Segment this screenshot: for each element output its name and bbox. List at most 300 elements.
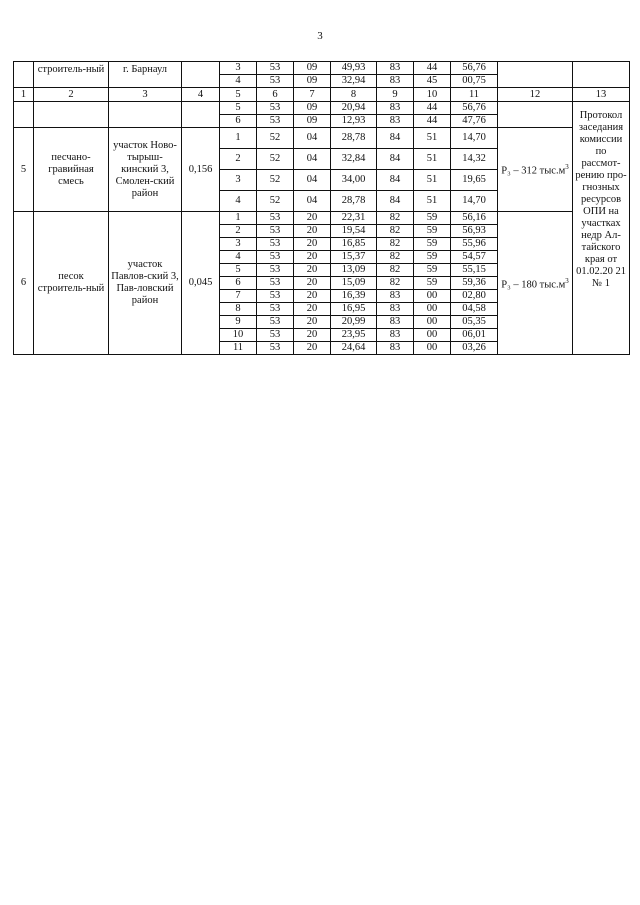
cell-text: 20 — [306, 264, 318, 275]
cell-text: 44 — [426, 62, 438, 73]
resources-value: Р₃ – 180 тыс.м — [501, 279, 566, 291]
coord-cell — [257, 115, 294, 128]
cell-text: строитель-ный — [37, 64, 105, 75]
coord-cell — [377, 115, 414, 128]
cell-text: песок строитель-ный — [37, 271, 105, 294]
cell-text: 23,95 — [341, 329, 366, 340]
resources-unit-exponent: 3 — [565, 276, 569, 285]
column-number-row — [14, 88, 630, 102]
cell-text: 9 — [235, 316, 241, 327]
cell-text: 5 — [235, 264, 241, 275]
column-number — [34, 88, 109, 102]
cell-text: 56,16 — [462, 212, 486, 223]
cell-text: 2 — [235, 225, 241, 236]
coord-cell — [331, 62, 377, 75]
coord-cell — [294, 191, 331, 212]
cell-text: 59 — [426, 212, 438, 223]
cell-text: 09 — [306, 75, 318, 86]
coord-cell — [377, 75, 414, 88]
coord-cell — [331, 170, 377, 191]
table-row — [14, 128, 630, 149]
cell-text: 51 — [426, 174, 438, 185]
cell-text: 52 — [269, 132, 281, 143]
coord-cell — [220, 212, 257, 225]
cell-text: 3 — [235, 238, 241, 249]
coord-cell — [451, 128, 498, 149]
coord-cell — [294, 329, 331, 342]
cell-text: 52 — [269, 195, 281, 206]
coord-cell — [414, 75, 451, 88]
coord-cell — [414, 102, 451, 115]
coord-cell — [377, 277, 414, 290]
cell-text: 8 — [350, 88, 357, 100]
cell-text: 06,01 — [462, 329, 486, 340]
cell-text: 7 — [309, 88, 315, 100]
coord-cell — [414, 128, 451, 149]
coord-cell — [377, 303, 414, 316]
area-cell — [182, 62, 220, 88]
coord-cell — [220, 149, 257, 170]
column-number — [573, 88, 630, 102]
coord-cell — [377, 264, 414, 277]
cell-text: участок Павлов-ский 3, Пав-ловский район — [111, 259, 179, 306]
cell-text: 09 — [306, 102, 318, 113]
coord-cell — [451, 290, 498, 303]
coord-cell — [451, 191, 498, 212]
coord-cell — [220, 264, 257, 277]
coord-cell — [257, 191, 294, 212]
cell-text: 14,32 — [462, 153, 486, 164]
coord-cell — [257, 128, 294, 149]
cell-text: 10 — [426, 88, 438, 100]
material-cell — [34, 212, 109, 355]
column-number — [294, 88, 331, 102]
coord-cell — [451, 102, 498, 115]
coord-cell — [220, 102, 257, 115]
coord-cell — [414, 316, 451, 329]
cell-text: 1 — [235, 132, 241, 143]
num-cell — [14, 62, 34, 88]
coord-cell — [414, 149, 451, 170]
coord-cell — [377, 290, 414, 303]
coord-cell — [294, 316, 331, 329]
coord-cell — [294, 75, 331, 88]
coord-cell — [377, 316, 414, 329]
coord-cell — [331, 115, 377, 128]
cell-text: 83 — [389, 115, 401, 126]
cell-text: 00 — [426, 290, 438, 301]
cell-text: 49,93 — [341, 62, 366, 73]
coord-cell — [451, 238, 498, 251]
cell-text: 04 — [306, 132, 318, 143]
cell-text: 45 — [426, 75, 438, 86]
note-cell — [573, 62, 630, 88]
coord-cell — [451, 212, 498, 225]
coord-cell — [294, 102, 331, 115]
coord-cell — [257, 238, 294, 251]
column-number — [498, 88, 573, 102]
coord-cell — [331, 225, 377, 238]
cell-text: 5 — [235, 88, 241, 100]
coord-cell — [377, 149, 414, 170]
cell-text: 6 — [235, 115, 241, 126]
cell-text: 54,57 — [462, 251, 486, 262]
column-number — [331, 88, 377, 102]
cell-text: 2 — [68, 88, 74, 100]
cell-text: 3 — [142, 88, 148, 100]
cell-text: 3 — [235, 174, 241, 185]
cell-text: 44 — [426, 115, 438, 126]
cell-text: 53 — [269, 212, 281, 223]
cell-text: 14,70 — [462, 195, 486, 206]
coord-cell — [377, 329, 414, 342]
cell-text: 22,31 — [341, 212, 366, 223]
coord-cell — [220, 75, 257, 88]
cell-text: 11 — [232, 342, 244, 353]
coord-cell — [331, 316, 377, 329]
cell-text: 84 — [389, 174, 401, 185]
coord-cell — [257, 303, 294, 316]
cell-text: 82 — [389, 251, 401, 262]
cell-text: 59 — [426, 225, 438, 236]
coord-cell — [294, 225, 331, 238]
cell-text: 15,37 — [341, 251, 366, 262]
cell-text: 56,76 — [462, 62, 486, 73]
coord-cell — [414, 191, 451, 212]
cell-text: 19,65 — [462, 174, 486, 185]
coord-cell — [220, 225, 257, 238]
cell-text: 00 — [426, 316, 438, 327]
column-number — [14, 88, 34, 102]
cell-text: 83 — [389, 62, 401, 73]
cell-text: 52 — [269, 174, 281, 185]
coord-cell — [294, 170, 331, 191]
column-number — [257, 88, 294, 102]
location-cell — [109, 62, 182, 88]
table-row — [14, 62, 630, 75]
column-number — [377, 88, 414, 102]
coord-cell — [377, 128, 414, 149]
cell-text: 7 — [235, 290, 241, 301]
coord-cell — [294, 238, 331, 251]
coord-cell — [257, 62, 294, 75]
cell-text: 32,84 — [341, 153, 366, 164]
resources-text — [498, 275, 572, 292]
cell-text: 52 — [269, 153, 281, 164]
cell-text: 83 — [389, 316, 401, 327]
coord-cell — [220, 238, 257, 251]
coord-cell — [294, 115, 331, 128]
resources-text — [498, 161, 572, 178]
cell-text: 20,94 — [341, 102, 366, 113]
column-number — [220, 88, 257, 102]
coord-cell — [451, 329, 498, 342]
column-number — [182, 88, 220, 102]
coord-cell — [257, 212, 294, 225]
cell-text: 82 — [389, 277, 401, 288]
cell-text: 53 — [269, 329, 281, 340]
entry-number — [14, 128, 34, 212]
cell-text: 82 — [389, 238, 401, 249]
cell-text: 53 — [269, 290, 281, 301]
location-cell — [109, 128, 182, 212]
cell-text: 20,99 — [341, 316, 366, 327]
resources-unit-exponent: 3 — [565, 163, 569, 172]
cell-text: 12,93 — [341, 115, 366, 126]
cell-text: 6 — [235, 277, 241, 288]
cell-text: 0,156 — [188, 163, 213, 175]
cell-text: 56,93 — [462, 225, 486, 236]
cell-text: 20 — [306, 303, 318, 314]
cell-text: 28,78 — [341, 132, 366, 143]
location-cell — [109, 102, 182, 128]
table-body — [14, 62, 630, 355]
cell-text: 5 — [235, 102, 241, 113]
coord-cell — [414, 170, 451, 191]
cell-text: 28,78 — [341, 195, 366, 206]
coord-cell — [414, 329, 451, 342]
cell-text: 53 — [269, 251, 281, 262]
cell-text: 59 — [426, 251, 438, 262]
coord-cell — [220, 128, 257, 149]
coord-cell — [331, 342, 377, 355]
column-number — [109, 88, 182, 102]
location-cell — [109, 212, 182, 355]
cell-text: 04 — [306, 153, 318, 164]
coord-cell — [294, 303, 331, 316]
coord-cell — [331, 212, 377, 225]
cell-text: 59 — [426, 238, 438, 249]
coord-cell — [331, 277, 377, 290]
coord-cell — [331, 290, 377, 303]
cell-text: 44 — [426, 102, 438, 113]
coord-cell — [377, 170, 414, 191]
coord-cell — [451, 264, 498, 277]
cell-text: 53 — [269, 264, 281, 275]
coord-cell — [451, 316, 498, 329]
cell-text: 55,96 — [462, 238, 486, 249]
cell-text: 53 — [269, 238, 281, 249]
cell-text: 83 — [389, 342, 401, 353]
coord-cell — [220, 62, 257, 75]
coord-cell — [414, 238, 451, 251]
coord-cell — [294, 212, 331, 225]
cell-text: 12 — [529, 88, 541, 100]
cell-text: песчано-гравийная смесь — [48, 151, 94, 187]
coord-cell — [331, 303, 377, 316]
cell-text: 4 — [197, 88, 204, 100]
cell-text: 83 — [389, 75, 401, 86]
coord-cell — [414, 303, 451, 316]
coord-cell — [331, 238, 377, 251]
cell-text: 59 — [426, 277, 438, 288]
protocol-note: Протокол заседания комиссии по рассмот-рению про-гнозных ресурсов ОПИ на участках недр Ал-тайского края от 01.02.20 21 № 1 — [575, 110, 627, 289]
coord-cell — [377, 238, 414, 251]
coord-cell — [294, 342, 331, 355]
coord-cell — [294, 149, 331, 170]
cell-text: 14,70 — [462, 132, 486, 143]
coord-cell — [331, 191, 377, 212]
cell-text: 20 — [306, 316, 318, 327]
resources-cell — [498, 62, 573, 88]
coord-cell — [414, 62, 451, 75]
cell-text: 53 — [269, 75, 281, 86]
cell-text: 53 — [269, 62, 281, 73]
cell-text: 1 — [235, 212, 241, 223]
coord-cell — [257, 251, 294, 264]
cell-text: 13 — [595, 88, 607, 100]
cell-text: 6 — [20, 277, 27, 288]
cell-text: 83 — [389, 303, 401, 314]
resources-cell — [498, 128, 573, 212]
coord-cell — [451, 342, 498, 355]
coord-cell — [257, 102, 294, 115]
coord-cell — [377, 251, 414, 264]
cell-text: 1 — [20, 88, 27, 100]
cell-text: 24,64 — [341, 342, 366, 353]
table-row — [14, 212, 630, 225]
resources-cell — [498, 102, 573, 128]
coord-cell — [257, 149, 294, 170]
cell-text: 20 — [306, 329, 318, 340]
coord-cell — [377, 62, 414, 75]
cell-text: 15,09 — [341, 277, 366, 288]
page-number: 3 — [317, 30, 323, 42]
coord-cell — [451, 115, 498, 128]
cell-text: 53 — [269, 277, 281, 288]
cell-text: 55,15 — [462, 264, 486, 275]
coord-cell — [294, 62, 331, 75]
coord-cell — [220, 342, 257, 355]
cell-text: 00 — [426, 303, 438, 314]
cell-text: 00,75 — [462, 75, 486, 86]
coord-cell — [377, 225, 414, 238]
cell-text: 02,80 — [462, 290, 486, 301]
cell-text: 51 — [426, 153, 438, 164]
cell-text: 53 — [269, 303, 281, 314]
coord-cell — [451, 62, 498, 75]
coord-cell — [451, 277, 498, 290]
cell-text: 11 — [468, 88, 480, 100]
resources-cell — [498, 212, 573, 355]
coord-cell — [414, 277, 451, 290]
coord-cell — [331, 251, 377, 264]
coord-cell — [331, 102, 377, 115]
cell-text: 20 — [306, 290, 318, 301]
cell-text: 3 — [235, 62, 241, 73]
coord-cell — [451, 251, 498, 264]
coord-cell — [377, 191, 414, 212]
cell-text: 84 — [389, 153, 401, 164]
cell-text: г. Барнаул — [122, 64, 168, 75]
cell-text: 04 — [306, 195, 318, 206]
cell-text: 0,045 — [188, 277, 213, 288]
cell-text: 09 — [306, 62, 318, 73]
coord-cell — [257, 329, 294, 342]
coord-cell — [377, 342, 414, 355]
coord-cell — [220, 329, 257, 342]
coord-cell — [294, 290, 331, 303]
cell-text: 5 — [20, 163, 27, 175]
cell-text: 20 — [306, 225, 318, 236]
coord-cell — [257, 264, 294, 277]
coord-cell — [257, 170, 294, 191]
coord-cell — [294, 264, 331, 277]
coord-cell — [257, 75, 294, 88]
cell-text: 20 — [306, 277, 318, 288]
column-number — [414, 88, 451, 102]
coord-cell — [414, 342, 451, 355]
coord-cell — [257, 277, 294, 290]
coord-cell — [220, 316, 257, 329]
coord-cell — [451, 303, 498, 316]
material-cell — [34, 128, 109, 212]
cell-text: 82 — [389, 264, 401, 275]
coord-cell — [257, 342, 294, 355]
cell-text: 00 — [426, 342, 438, 353]
coord-cell — [220, 251, 257, 264]
cell-text: 4 — [235, 75, 241, 86]
coord-cell — [257, 316, 294, 329]
material-cell — [34, 62, 109, 88]
cell-text: 84 — [389, 132, 401, 143]
coord-cell — [331, 264, 377, 277]
cell-text: 56,76 — [462, 102, 486, 113]
table-row — [14, 102, 630, 115]
cell-text: 4 — [235, 195, 241, 206]
area-cell — [182, 128, 220, 212]
coord-cell — [294, 251, 331, 264]
cell-text: 47,76 — [462, 115, 486, 126]
cell-text: 8 — [235, 303, 241, 314]
coord-cell — [331, 149, 377, 170]
area-cell — [182, 212, 220, 355]
coord-cell — [331, 75, 377, 88]
cell-text: 83 — [389, 290, 401, 301]
coord-cell — [451, 75, 498, 88]
cell-text: 84 — [389, 195, 401, 206]
column-number — [451, 88, 498, 102]
cell-text: участок Ново-тырыш-кинский 3, Смолен-ский район — [113, 139, 177, 199]
area-cell — [182, 102, 220, 128]
coord-cell — [451, 149, 498, 170]
cell-text: 04 — [306, 174, 318, 185]
coord-cell — [414, 290, 451, 303]
coord-cell — [220, 303, 257, 316]
cell-text: 83 — [389, 329, 401, 340]
cell-text: 32,94 — [341, 75, 366, 86]
coord-cell — [414, 115, 451, 128]
cell-text: 53 — [269, 115, 281, 126]
cell-text: 53 — [269, 316, 281, 327]
coord-cell — [294, 128, 331, 149]
coord-cell — [257, 225, 294, 238]
cell-text: 16,85 — [341, 238, 366, 249]
cell-text: 53 — [269, 342, 281, 353]
protocol-note-cell — [573, 102, 630, 355]
coord-cell — [414, 251, 451, 264]
cell-text: 82 — [389, 225, 401, 236]
coord-cell — [294, 277, 331, 290]
resources-value: Р₃ – 312 тыс.м — [501, 165, 566, 177]
cell-text: 20 — [306, 251, 318, 262]
coord-cell — [451, 170, 498, 191]
coord-cell — [451, 225, 498, 238]
cell-text: 05,35 — [462, 316, 486, 327]
coord-cell — [331, 128, 377, 149]
coord-cell — [331, 329, 377, 342]
cell-text: 03,26 — [462, 342, 486, 353]
